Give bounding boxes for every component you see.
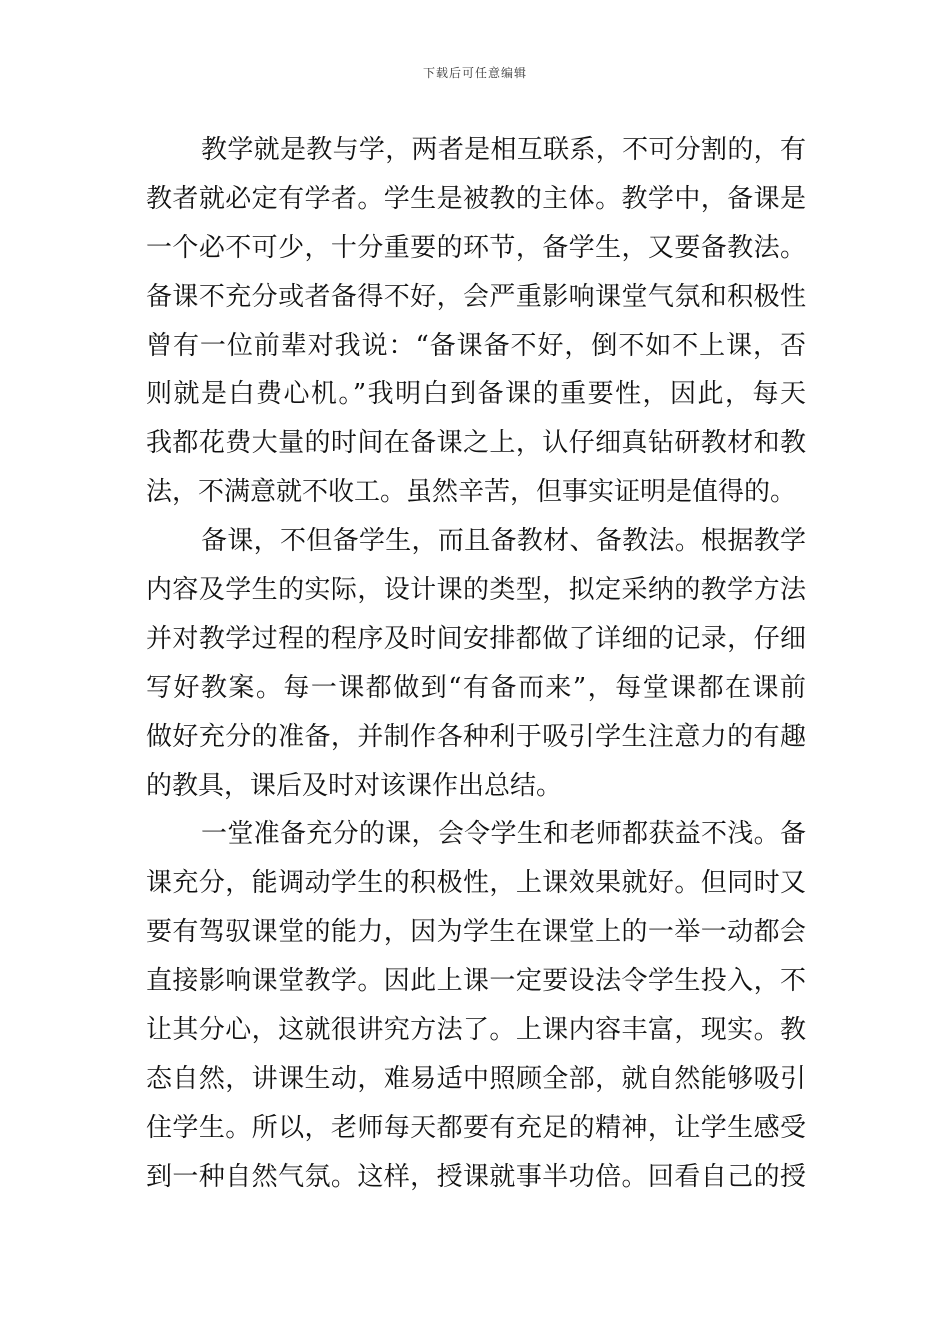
paragraph-3-line-8: 到一种自然气氛。这样，授课就事半功倍。回看自己的授 bbox=[146, 1161, 806, 1192]
paragraph-2-line-4: 写好教案。每一课都做到“有备而来”，每堂课都在课前 bbox=[146, 672, 806, 703]
paragraph-2-line-3: 并对教学过程的程序及时间安排都做了详细的记录，仔细 bbox=[146, 623, 806, 654]
paragraph-2-line-5: 做好充分的准备，并制作各种利于吸引学生注意力的有趣 bbox=[146, 721, 806, 752]
paragraph-3-line-4: 直接影响课堂教学。因此上课一定要设法令学生投入，不 bbox=[146, 966, 806, 997]
paragraph-1-line-8: 法，不满意就不收工。虽然辛苦，但事实证明是值得的。 bbox=[146, 477, 797, 508]
paragraph-3-line-5: 让其分心，这就很讲究方法了。上课内容丰富，现实。教 bbox=[146, 1015, 806, 1046]
paragraph-1-line-6: 则就是白费心机。”我明白到备课的重要性，因此，每天 bbox=[146, 379, 806, 410]
paragraph-1-line-1: 教学就是教与学，两者是相互联系，不可分割的，有 bbox=[201, 135, 806, 165]
paragraph-2-line-2: 内容及学生的实际，设计课的类型，拟定采纳的教学方法 bbox=[146, 575, 806, 606]
paragraph-1-line-5: 曾有一位前辈对我说：“备课备不好，倒不如不上课，否 bbox=[146, 330, 806, 361]
paragraph-3-line-1: 一堂准备充分的课，会令学生和老师都获益不浅。备 bbox=[201, 819, 806, 850]
paragraph-1-line-7: 我都花费大量的时间在备课之上，认仔细真钻研教材和教 bbox=[146, 428, 806, 459]
paragraph-1-line-4: 备课不充分或者备得不好，会严重影响课堂气氛和积极性 bbox=[146, 281, 806, 312]
paragraph-2-line-6: 的教具，课后及时对该课作出总结。 bbox=[146, 770, 563, 801]
page-header: 下载后可任意编辑 bbox=[422, 66, 527, 80]
paragraph-3-line-3: 要有驾驭课堂的能力，因为学生在课堂上的一举一动都会 bbox=[146, 917, 806, 948]
paragraph-3-line-2: 课充分，能调动学生的积极性，上课效果就好。但同时又 bbox=[146, 868, 806, 899]
paragraph-3-line-6: 态自然，讲课生动，难易适中照顾全部，就自然能够吸引 bbox=[146, 1063, 806, 1094]
paragraph-1-line-2: 教者就必定有学者。学生是被教的主体。教学中，备课是 bbox=[146, 183, 806, 214]
paragraph-3-line-7: 住学生。所以，老师每天都要有充足的精神，让学生感受 bbox=[146, 1112, 806, 1143]
paragraph-1-line-3: 一个必不可少，十分重要的环节，备学生，又要备教法。 bbox=[146, 232, 806, 263]
paragraph-2-line-1: 备课，不但备学生，而且备教材、备教法。根据教学 bbox=[201, 526, 806, 557]
document-body bbox=[146, 126, 806, 1202]
